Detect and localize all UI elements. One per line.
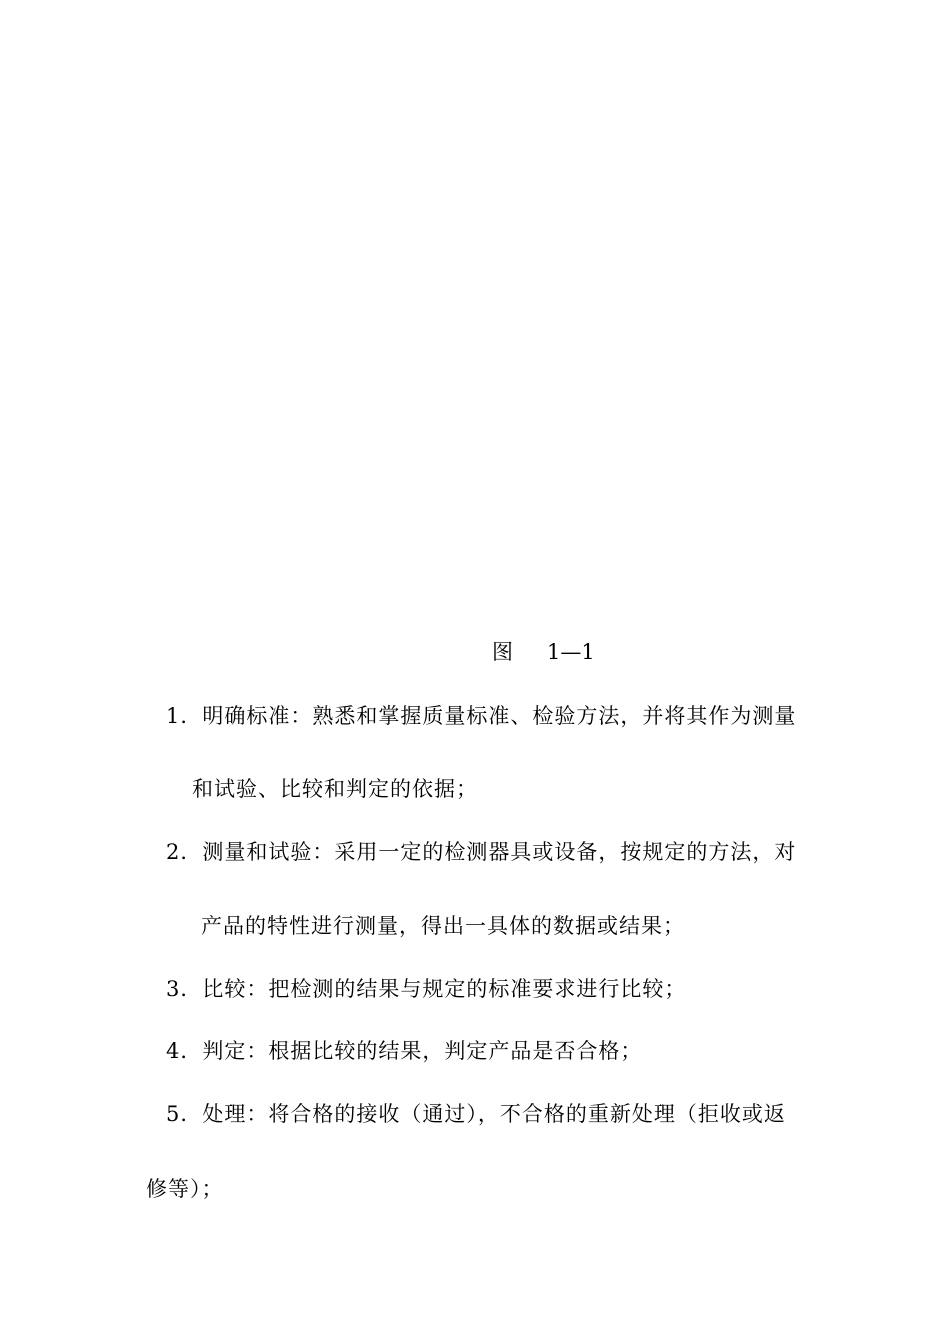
step-5-line-1: 5．处理：将合格的接收（通过），不合格的重新处理（拒收或返 [166,1102,786,1126]
step-4-line-1: 4．判定：根据比较的结果，判定产品是否合格； [166,1039,643,1063]
step-3-line-1: 3．比较：把检测的结果与规定的标准要求进行比较； [166,977,687,1001]
step-2-line-2: 产品的特性进行测量，得出一具体的数据或结果； [201,914,685,938]
figure-caption [492,638,595,666]
step-5-line-2: 修等）； [146,1177,224,1201]
step-2-line-1: 2．测量和试验：采用一定的检测器具或设备，按规定的方法，对 [166,840,797,864]
step-1-line-2: 和试验、比较和判定的依据； [192,777,478,801]
figure-caption-label: 图 [492,640,513,664]
step-1-line-1: 1．明确标准：熟悉和掌握质量标准、检验方法，并将其作为测量 [166,704,797,728]
figure-caption-number: 1—1 [547,640,595,664]
